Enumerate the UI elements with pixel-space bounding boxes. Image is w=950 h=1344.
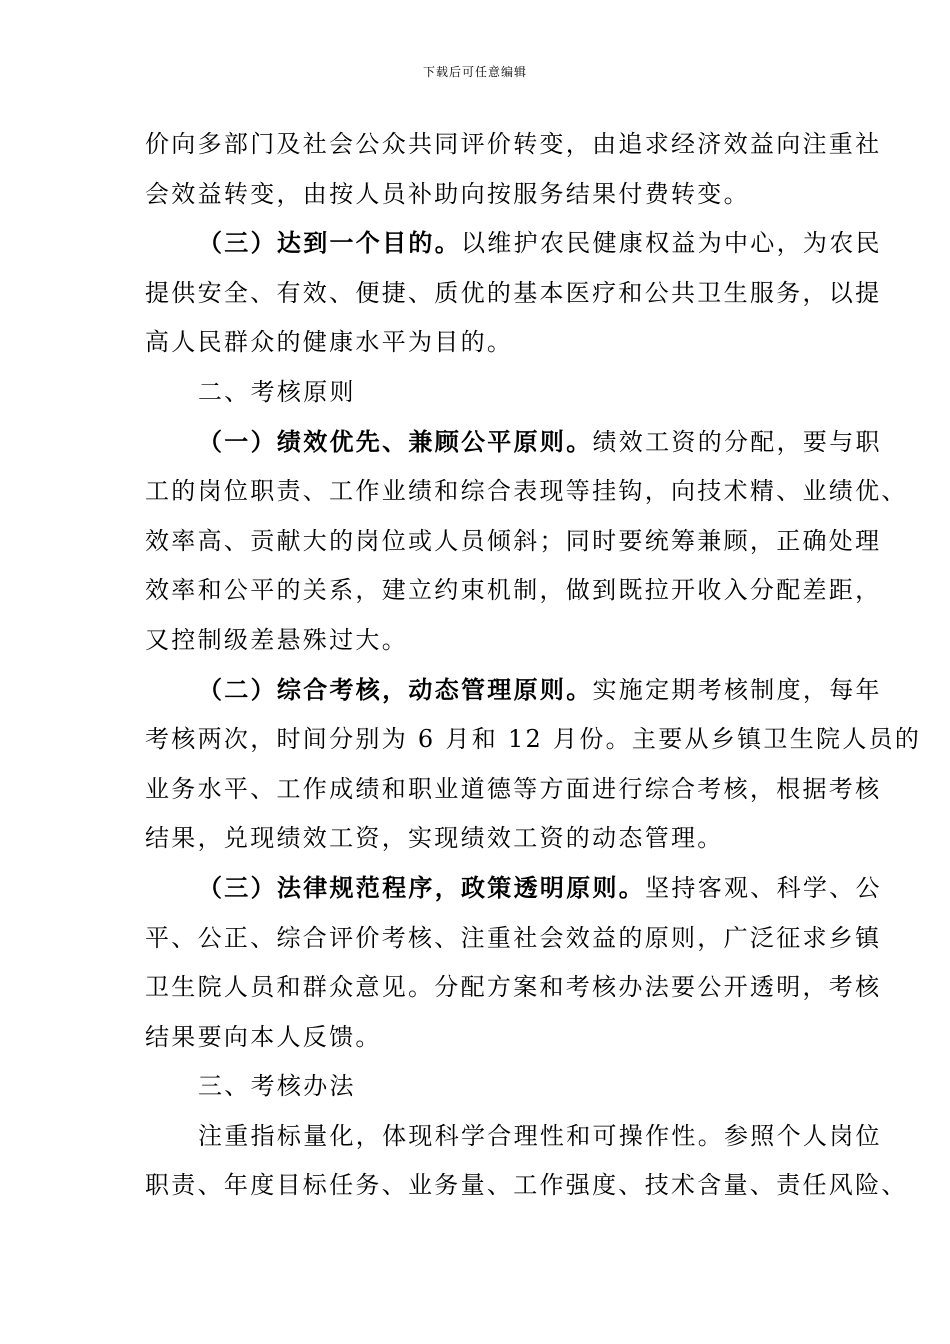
paragraph-line: 业务水平、工作成绩和职业道德等方面进行综合考核，根据考核 [145, 774, 882, 803]
paragraph-line: 又控制级差悬殊过大。 [145, 625, 408, 654]
subsection-title: （一）绩效优先、兼顾公平原则。 [198, 427, 593, 456]
section-heading: 二、考核原则 [198, 377, 356, 406]
subsection-title: （三）达到一个目的。 [198, 229, 461, 258]
paragraph-line: 效率和公平的关系，建立约束机制，做到既拉开收入分配差距， [145, 576, 882, 605]
paragraph-line: 考核两次，时间分别为 6 月和 12 月份。主要从乡镇卫生院人员的 [145, 725, 922, 754]
paragraph-text: 以维护农民健康权益为中心，为农民 [461, 229, 882, 258]
paragraph-text: 实施定期考核制度，每年 [592, 675, 882, 704]
paragraph-line [145, 864, 885, 914]
paragraph-line: 职责、年度目标任务、业务量、工作强度、技术含量、责任风险、 [145, 1171, 908, 1200]
paragraph-text: 坚持客观、科学、公 [645, 873, 882, 902]
paragraph-line: 平、公正、综合评价考核、注重社会效益的原则，广泛征求乡镇 [145, 923, 882, 952]
subsection-title: （三）法律规范程序，政策透明原则。 [198, 873, 646, 902]
paragraph-line [145, 666, 885, 716]
page-header-note: 下载后可任意编辑 [422, 65, 527, 79]
paragraph-line: 高人民群众的健康水平为目的。 [145, 328, 514, 357]
paragraph-line: 结果要向本人反馈。 [145, 1022, 382, 1051]
paragraph-line: 注重指标量化，体现科学合理性和可操作性。参照个人岗位 [198, 1121, 882, 1150]
paragraph-line: 效率高、贡献大的岗位或人员倾斜；同时要统筹兼顾，正确处理 [145, 526, 882, 555]
paragraph-line: 工的岗位职责、工作业绩和综合表现等挂钩，向技术精、业绩优、 [145, 477, 908, 506]
paragraph-line: 卫生院人员和群众意见。分配方案和考核办法要公开透明，考核 [145, 973, 882, 1002]
paragraph-line [145, 219, 885, 269]
paragraph-line: 提供安全、有效、便捷、质优的基本医疗和公共卫生服务，以提 [145, 278, 882, 307]
document-body [145, 120, 922, 1211]
paragraph-text: 绩效工资的分配，要与职 [592, 427, 882, 456]
paragraph-line: 会效益转变，由按人员补助向按服务结果付费转变。 [145, 179, 750, 208]
paragraph-line [145, 418, 885, 468]
section-heading: 三、考核办法 [198, 1072, 356, 1101]
paragraph-line: 价向多部门及社会公众共同评价转变，由追求经济效益向注重社 [145, 130, 882, 158]
paragraph-line: 结果，兑现绩效工资，实现绩效工资的动态管理。 [145, 824, 724, 853]
subsection-title: （二）综合考核，动态管理原则。 [198, 675, 593, 704]
